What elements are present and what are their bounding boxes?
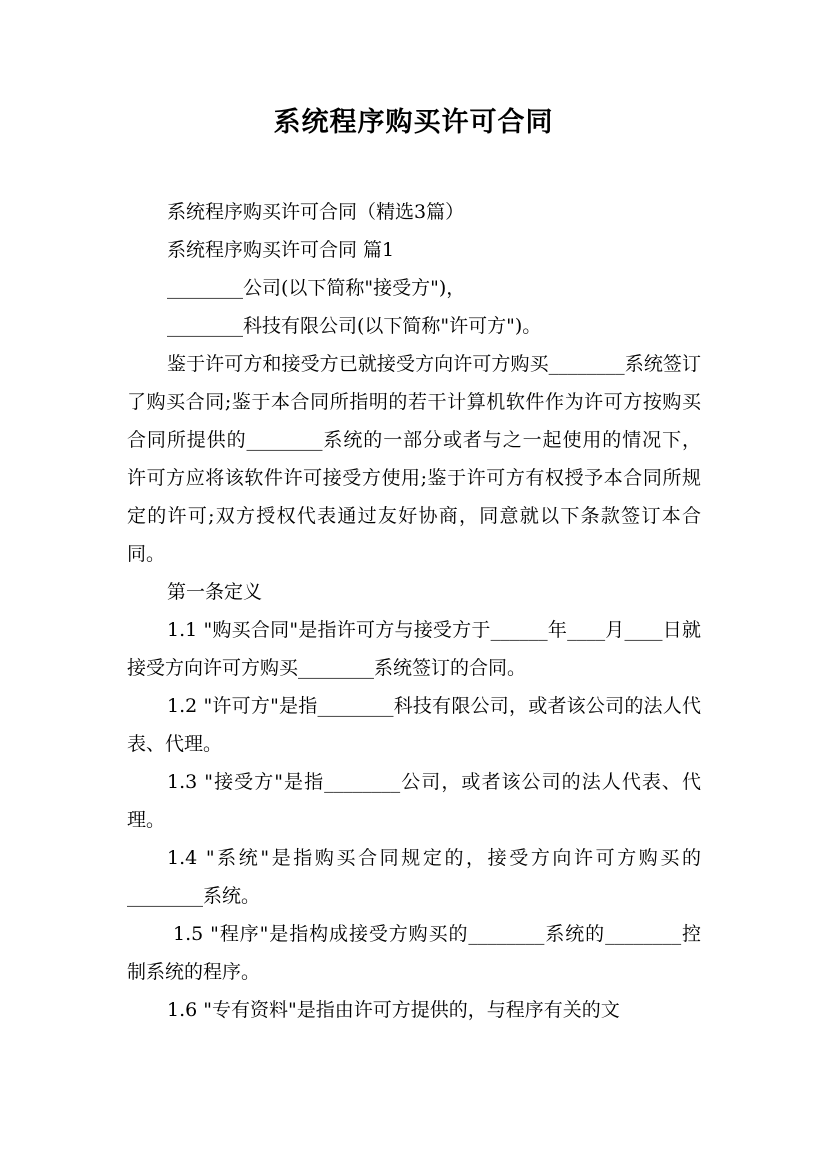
paragraph-recitals: 鉴于许可方和接受方已就接受方向许可方购买________系统签订了购买合同;鉴于本合同所指明的若干计算机软件作为许可方按购买合同所提供的________系统的一部分或者与之一起使用的情况下， 许可方应将该软件许可接受方使用;鉴于许可方有权授予本合同所规定的许可;双方授权代表通过友好协商，同意就以下条款签订本合同。 (127, 353, 701, 565)
paragraph-definition-1-3: 1.3 "接受方"是指________公司，或者该公司的法人代表、代理。 (127, 771, 701, 831)
document-body (127, 193, 701, 1029)
paragraph-subtitle: 系统程序购买许可合同（精选3篇） (167, 201, 465, 223)
paragraph-party-recipient: ________公司(以下简称"接受方")， (167, 277, 466, 299)
paragraph-definition-1-6: 1.6 "专有资料"是指由许可方提供的，与程序有关的文 (167, 999, 620, 1021)
paragraph-section-heading: 系统程序购买许可合同 篇1 (167, 239, 395, 261)
paragraph-definition-1-2: 1.2 "许可方"是指________科技有限公司，或者该公司的法人代表、代理。 (127, 695, 701, 755)
paragraph-definition-1-4: 1.4 "系统"是指购买合同规定的，接受方向许可方购买的________系统。 (127, 847, 701, 907)
paragraph-definition-1-5: 1.5 "程序"是指构成接受方购买的________系统的________控制系统的程序。 (127, 923, 701, 983)
paragraph-article-one-heading: 第一条定义 (167, 581, 263, 603)
document-title: 系统程序购买许可合同 (273, 107, 554, 138)
paragraph-definition-1-1: 1.1 "购买合同"是指许可方与接受方于______年____月____日就接受方向许可方购买________系统签订的合同。 (127, 619, 701, 679)
paragraph-party-licensor: ________科技有限公司(以下简称"许可方")。 (167, 315, 542, 337)
